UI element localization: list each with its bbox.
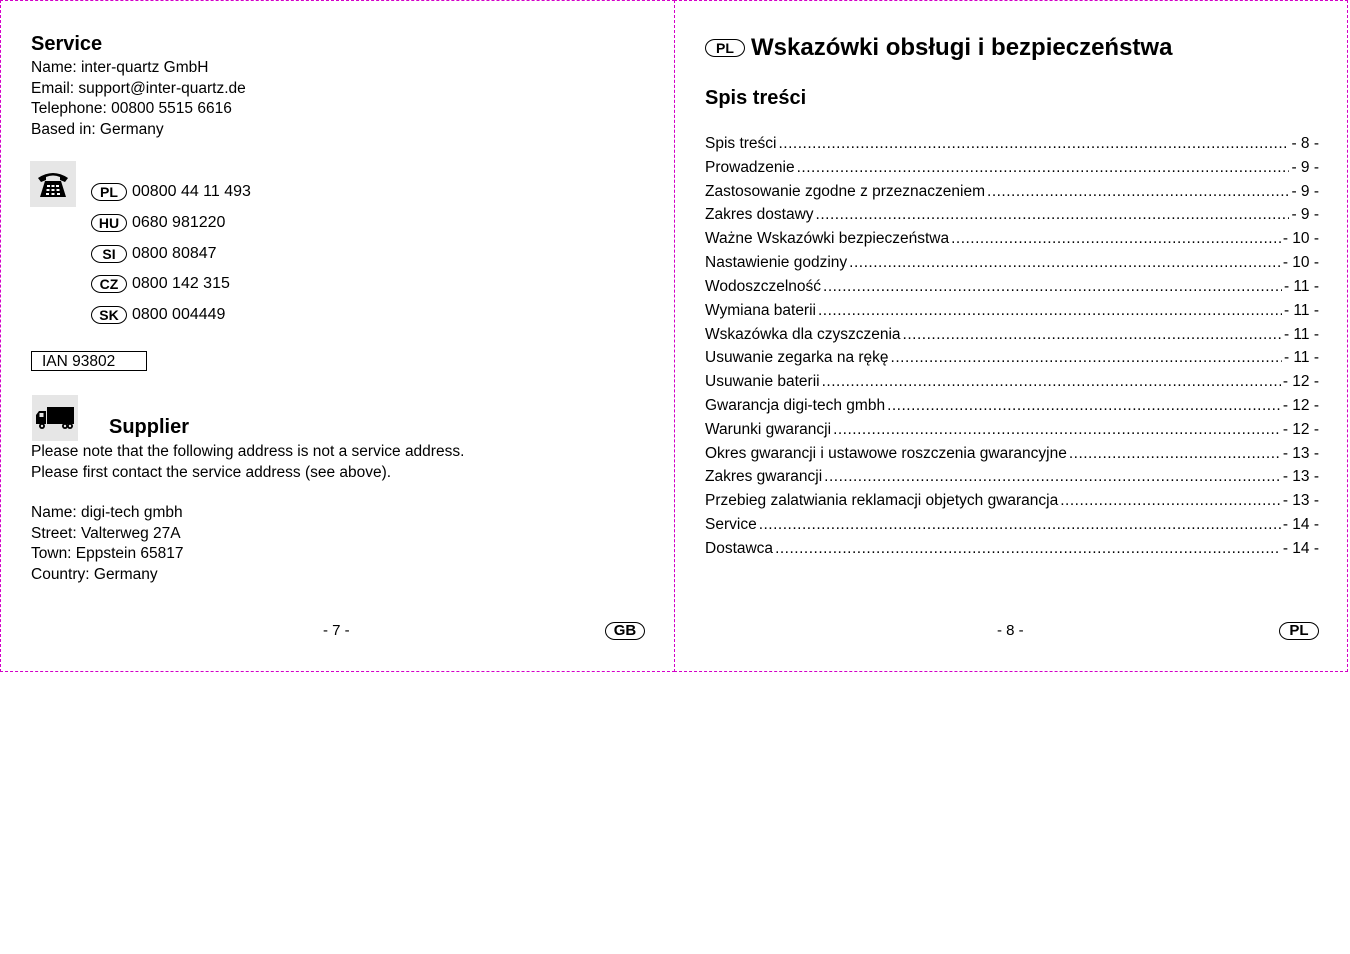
toc-item: Ważne Wskazówki bezpieczeństwa ..... - 10 - bbox=[705, 230, 1319, 252]
language-badge-gb: GB bbox=[605, 622, 645, 640]
service-details bbox=[31, 58, 246, 140]
phone-row-pl bbox=[91, 180, 251, 204]
phone-row-sk bbox=[91, 303, 225, 327]
toc-item: Wodoszczelność ..... - 11 - bbox=[705, 278, 1319, 300]
truck-icon bbox=[32, 395, 78, 441]
service-name: Name: inter-quartz GmbH bbox=[31, 59, 209, 76]
supplier-street: Street: Valterweg 27A bbox=[31, 524, 181, 542]
phone-number: 0800 004449 bbox=[132, 306, 226, 323]
telephone-icon bbox=[30, 161, 76, 207]
service-telephone: Telephone: 00800 5515 6616 bbox=[31, 100, 232, 117]
phone-number: 0800 142 315 bbox=[132, 275, 230, 292]
phone-number: 0680 981220 bbox=[132, 214, 226, 231]
toc-item: Usuwanie baterii ..... - 12 - bbox=[705, 373, 1319, 395]
ian-box: IAN 93802 bbox=[31, 351, 147, 371]
toc-item: Nastawienie godziny ..... - 10 - bbox=[705, 254, 1319, 276]
page-title: Wskazówki obsługi i bezpieczeństwa bbox=[751, 34, 1173, 61]
toc-item: Wskazówka dla czyszczenia ..... - 11 - bbox=[705, 326, 1319, 348]
country-badge: HU bbox=[91, 214, 127, 232]
country-badge: CZ bbox=[91, 275, 127, 293]
supplier-note-line: Please first contact the service address (see above). bbox=[31, 463, 392, 481]
toc-item: Zakres gwarancji ..... - 13 - bbox=[705, 468, 1319, 490]
toc-item: Gwarancja digi-tech gmbh ..... - 12 - bbox=[705, 397, 1319, 419]
supplier-country: Country: Germany bbox=[31, 565, 158, 583]
country-badge: SK bbox=[91, 306, 127, 324]
toc-item: Dostawca ..... - 14 - bbox=[705, 540, 1319, 562]
supplier-note bbox=[31, 442, 464, 483]
supplier-town: Town: Eppstein 65817 bbox=[31, 545, 184, 562]
phone-row-hu bbox=[91, 211, 225, 235]
toc-item: Prowadzenie ..... - 9 - bbox=[705, 159, 1319, 181]
toc-item: Okres gwarancji i ustawowe roszczenia gwarancyjne ..... - 13 - bbox=[705, 445, 1319, 467]
toc-item: Spis treści ..... - 8 - bbox=[705, 135, 1319, 157]
phone-row-si bbox=[91, 242, 217, 266]
country-badge: PL bbox=[91, 183, 127, 201]
supplier-name: Name: digi-tech gmbh bbox=[31, 504, 183, 521]
page-right bbox=[674, 0, 1348, 672]
service-email: Email: support@inter-quartz.de bbox=[31, 79, 246, 97]
toc-item: Zastosowanie zgodne z przeznaczeniem ..... - 9 - bbox=[705, 183, 1319, 205]
phone-row-cz bbox=[91, 272, 230, 296]
page-number: - 8 - bbox=[997, 622, 1024, 639]
phone-number: 0800 80847 bbox=[132, 245, 217, 262]
language-badge-pl: PL bbox=[1279, 622, 1319, 640]
toc-item: Warunki gwarancji ..... - 12 - bbox=[705, 421, 1319, 443]
supplier-heading: Supplier bbox=[109, 416, 190, 438]
toc-item: Usuwanie zegarka na rękę ..... - 11 - bbox=[705, 349, 1319, 371]
service-heading: Service bbox=[31, 33, 103, 55]
toc-item: Zakres dostawy ..... - 9 - bbox=[705, 206, 1319, 228]
supplier-address bbox=[31, 503, 184, 585]
toc-item: Service ..... - 14 - bbox=[705, 516, 1319, 538]
page-left bbox=[0, 0, 675, 672]
toc-heading: Spis treści bbox=[705, 87, 807, 109]
toc-item: Przebieg zalatwiania reklamacji objetych gwarancja ..... - 13 - bbox=[705, 492, 1319, 514]
phone-number: 00800 44 11 493 bbox=[132, 183, 251, 200]
service-location: Based in: Germany bbox=[31, 120, 164, 138]
supplier-note-line: Please note that the following address is not a service address. bbox=[31, 443, 465, 460]
toc-item: Wymiana baterii ..... - 11 - bbox=[705, 302, 1319, 324]
page-title-row bbox=[705, 34, 1172, 62]
title-language-badge: PL bbox=[705, 39, 745, 57]
page-number: - 7 - bbox=[323, 622, 350, 639]
country-badge: SI bbox=[91, 245, 127, 263]
